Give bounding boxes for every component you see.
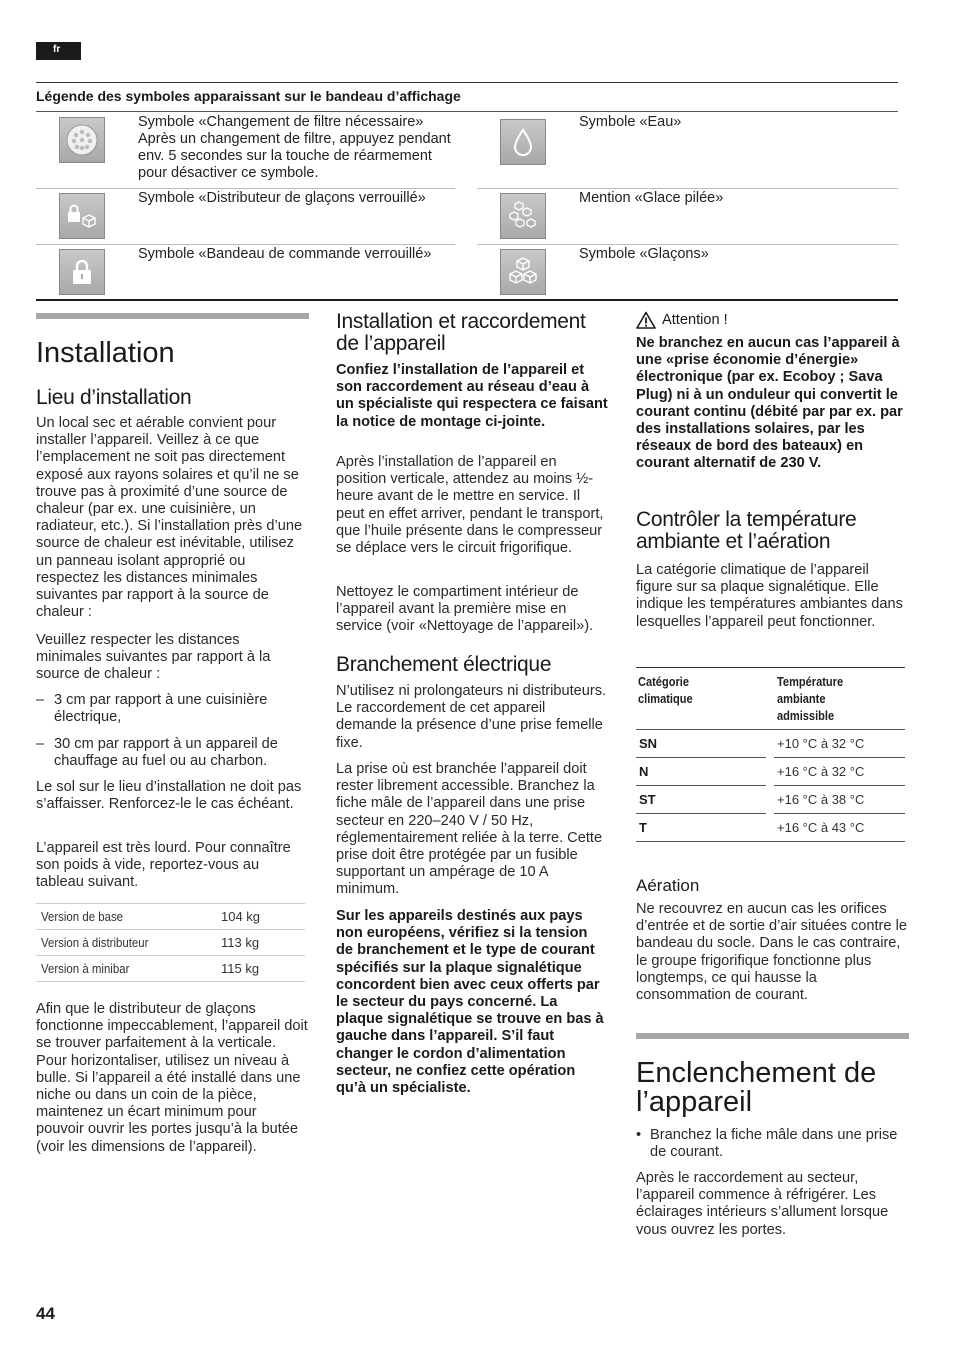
filter-icon (59, 117, 105, 163)
legend-text-filter: Symbole «Changement de filtre nécessaire» Après un changement de filtre, appuyez pendant env. 5 secondes sur la touche de réarmement pour désactiver ce symbole. (138, 114, 451, 181)
paragraph: Afin que le distributeur de glaçons fonctionne impeccablement, l’appareil doit se trouver parfaitement à la verticale. Pour horizontaliser, utilisez un niveau à bulle. Si l’appareil a été installé dans une niche ou dans un coin de la pièce, maintenez un écart minimum pour pouvoir ouvrir les portes jusqu’à la butée (voir les dimensions de l’appareil). (36, 1001, 308, 1155)
symbol-legend-table (36, 82, 898, 301)
paragraph: N’utilisez ni prolongateurs ni distributeurs. Le raccordement de cet appareil demande la présence d’une prise femelle fixe. (336, 683, 607, 751)
legend-text-ice-cubes: Symbole «Glaçons» (579, 246, 709, 262)
subsection-title-installation-connection: Installation et raccordement de l’appareil (336, 310, 586, 355)
table-row (636, 730, 905, 758)
table-header-cell: Température ambiante admissible (777, 674, 844, 723)
legend-divider (477, 188, 898, 189)
weight-table (36, 903, 305, 982)
table-row (36, 956, 305, 982)
table-cell: N (639, 764, 649, 779)
section-rule (636, 1033, 909, 1039)
control-panel-locked-icon (59, 249, 105, 295)
bold-paragraph: Ne branchez en aucun cas l’appareil à une «prise économie d’énergie» électronique (par ex. Ecoboy ; Sava Plug) ni à un onduleur qui convertit le courant continu (débité par par ex. par des installations solaires, par les réseaux de bord des bateaux) en courant alternatif de 230 V. (636, 335, 903, 472)
legend-text-panel-locked: Symbole «Bandeau de commande verrouillé» (138, 246, 432, 262)
paragraph: Nettoyez le compartiment intérieur de l’appareil avant la première mise en service (voir «Nettoyage de l’appareil»). (336, 584, 594, 635)
section-rule (36, 313, 309, 319)
legend-divider (36, 244, 455, 245)
table-cell: 113 kg (221, 935, 260, 950)
paragraph: Après l’installation de l’appareil en position verticale, attendez au moins ½-heure avant de le mettre en service. Il peut en effet arriver, pendant le transport, que l’huile présente dans le compresseur se déplace vers le circuit frigorifique. (336, 454, 604, 557)
table-row (636, 786, 905, 814)
paragraph: La prise où est branchée l’appareil doit rester librement accessible. Branchez la fiche mâle de l’appareil dans une prise secteur en 220–240 V / 50 Hz, réglementairement reliée à la terre. Cette prise doit être protégée par un fusible supportant un ampérage de 10 A minimum. (336, 761, 603, 898)
paragraph: Après le raccordement au secteur, l’appareil commence à réfrigérer. Les éclairages intérieurs s’allument lorsque vous ouvrez les portes. (636, 1170, 889, 1238)
paragraph: Ne recouvrez en aucun cas les orifices d’entrée et de sortie d’air situées contre le bandeau du socle. Dans le cas contraire, le groupe frigorifique fonctionne plus longtemps, ce qui hausse la consommation de courant. (636, 901, 907, 1004)
list-item-text: 30 cm par rapport à un appareil de chauffage au fuel ou au charbon. (54, 736, 278, 770)
table-row (36, 904, 305, 930)
table-cell: Version de base (41, 909, 124, 924)
table-cell: ST (639, 792, 656, 807)
paragraph: Veuillez respecter les distances minimales suivantes par rapport à la source de chaleur : (36, 632, 271, 683)
legend-text-crushed-ice: Mention «Glace pilée» (579, 190, 724, 206)
legend-body (36, 112, 898, 299)
legend-text-water: Symbole «Eau» (579, 114, 682, 130)
table-cell: +16 °C à 32 °C (777, 764, 865, 779)
crushed-ice-icon (500, 193, 546, 239)
table-cell: +16 °C à 38 °C (777, 792, 865, 807)
table-cell: Version à minibar (41, 961, 130, 976)
section-title-installation: Installation (36, 337, 175, 369)
subsection-title-location: Lieu d’installation (36, 386, 192, 409)
table-header-cell: Catégorie climatique (638, 674, 693, 706)
warning-heading (636, 311, 728, 329)
legend-text-dispenser-locked: Symbole «Distributeur de glaçons verrouillé» (138, 190, 426, 206)
paragraph: L’appareil est très lourd. Pour connaître son poids à vide, reportez-vous au tableau suivant. (36, 840, 291, 891)
list-item (36, 736, 308, 770)
section-title-switching-on: Enclenchement de l’appareil (636, 1057, 877, 1118)
paragraph: La catégorie climatique de l’appareil figure sur sa plaque signalétique. Elle indique les températures ambiantes dans lesquelles l’appareil peut fonctionner. (636, 562, 903, 630)
dash-marker: – (36, 692, 45, 708)
table-header (636, 667, 905, 730)
water-drop-icon (500, 119, 546, 165)
ice-cubes-icon (500, 249, 546, 295)
dash-marker: – (36, 736, 45, 752)
table-row (36, 930, 305, 956)
table-cell: +16 °C à 43 °C (777, 820, 865, 835)
warning-label: Attention ! (662, 312, 728, 328)
table-cell: SN (639, 736, 658, 751)
legend-divider (36, 188, 455, 189)
legend-divider (477, 244, 898, 245)
legend-title: Légende des symboles apparaissant sur le bandeau d’affichage (36, 83, 898, 112)
paragraph: Le sol sur le lieu d’installation ne doit pas s’affaisser. Renforcez-le le cas échéant. (36, 779, 302, 813)
table-row (636, 814, 905, 842)
warning-icon (636, 311, 656, 329)
page-number: 44 (36, 1304, 55, 1323)
table-row (636, 758, 905, 786)
list-item (636, 1127, 908, 1161)
list-item (36, 692, 308, 726)
table-cell: T (639, 820, 647, 835)
list-item-text: Branchez la fiche mâle dans une prise de courant. (650, 1127, 898, 1161)
ice-dispenser-locked-icon (59, 193, 105, 239)
list-item-text: 3 cm par rapport à une cuisinière électrique, (54, 692, 268, 726)
language-tag: fr (36, 42, 81, 60)
bold-paragraph: Sur les appareils destinés aux pays non européens, vérifiez si la tension de branchement et le type de courant spécifiés sur la plaque signalétique concordent bien avec ceux offerts par le secteur du pays concerné. La plaque signalétique se trouve en bas à gauche dans l’appareil. S’il faut changer le cordon d’alimentation secteur, ne confiez cette opération qu’à un spécialiste. (336, 908, 604, 1097)
table-cell: 115 kg (221, 961, 260, 976)
paragraph: Un local sec et aérable convient pour installer l’appareil. Veillez à ce que l’emplacement ne soit pas directement exposé aux rayons solaires et qu’il ne se trouve pas à proximité d’une source de chaleur (par ex. une cuisinière, un radiateur, etc.). Si l’installation près d’une source de chaleur est inévitable, utilisez un panneau isolant approprié ou respectez les distances minimales suivantes par rapport à la source de chaleur : (36, 415, 303, 621)
climate-table (636, 667, 905, 842)
subsection-title-ventilation: Aération (636, 876, 700, 895)
bold-paragraph: Confiez l’installation de l’appareil et son raccordement au réseau d’eau à un spécialiste qui respectera ce faisant la notice de montage ci-jointe. (336, 362, 608, 430)
subsection-title-electrical: Branchement électrique (336, 653, 552, 676)
bullet-marker: • (636, 1127, 642, 1143)
subsection-title-ambient: Contrôler la température ambiante et l’aération (636, 508, 857, 553)
table-cell: +10 °C à 32 °C (777, 736, 865, 751)
table-cell: 104 kg (221, 909, 261, 924)
table-cell: Version à distributeur (41, 935, 149, 950)
